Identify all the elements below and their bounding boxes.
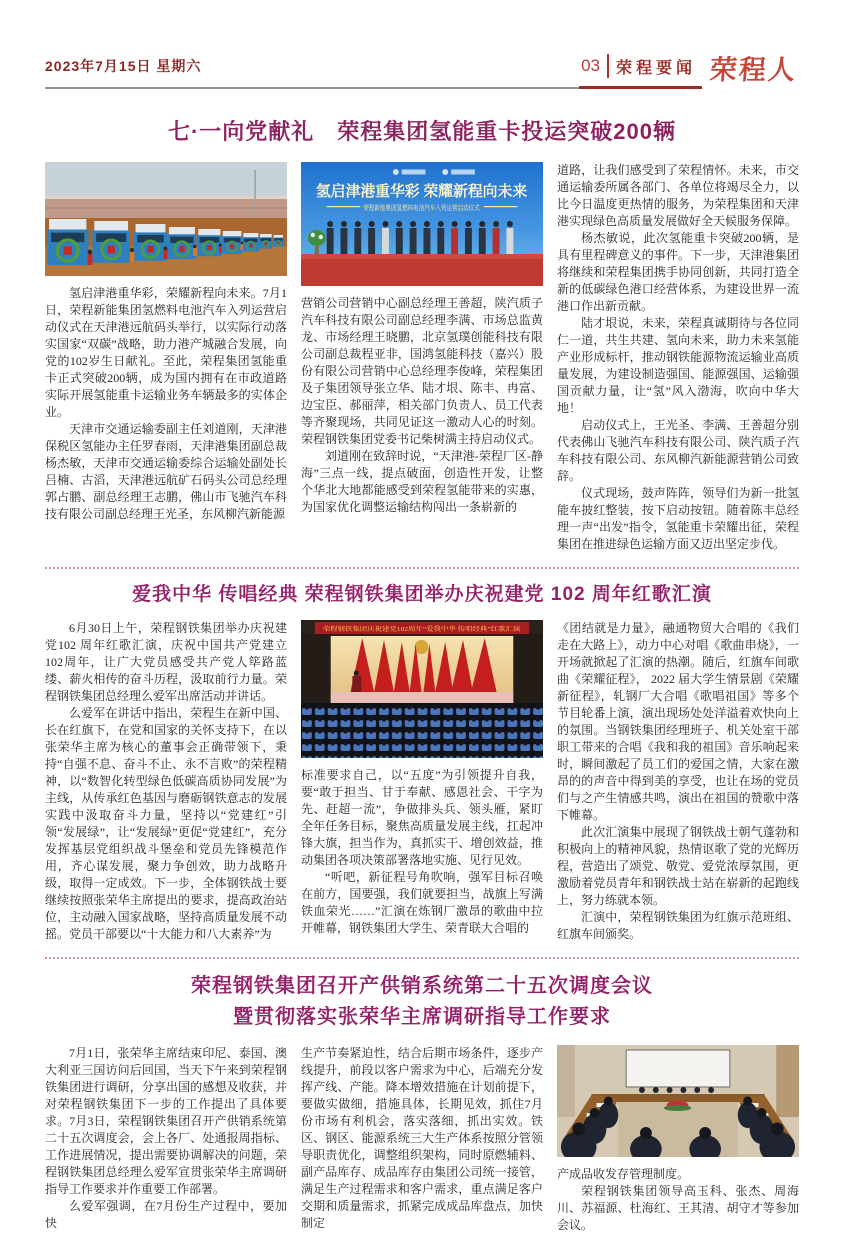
article3-title-line1: 荣程钢铁集团召开产供销系统第二十五次调度会议 [191,975,653,997]
article1-col2 [301,162,543,553]
article-paragraph: 7月1日，张荣华主席结束印尼、泰国、澳大利亚三国访问后回国，当天下午来到荣程钢铁集团进行调研，分享出国的感想及收获，并对荣程钢铁集团下一步的工作提出了具体要求。7月3日，荣程钢铁集团召开产供销系统第二十五次调度会，会上各厂、处通报周指标、工作进展情况，提出需要协调解决的问题，荣程钢铁集团总经理么爱军宣贯张荣华主席调研指导工作要求并作重要工作部署。 [45,1046,287,1196]
newspaper-page [0,48,844,1234]
article2-col2 [301,620,543,943]
article-paragraph: 启动仪式上，王光圣、李满、王善超分别代表佛山飞驰汽车科技有限公司、陕汽质子汽车科技有限公司、东风柳汽新能源营销公司致辞。 [557,418,799,483]
article2-body [45,620,799,943]
article3-col3 [557,1045,799,1234]
article-paragraph: 陆才垠说，未来，荣程真诚期待与各位同仁一道，共生共建、氢向未来，助力未来氢能产业形成标杆，推动钢铁能源物流运输业高质量发展，为建设制造强国、能源强国、运输强国贡献力量，让“氢”风入渤海，吹向中华大地！ [557,316,799,415]
article-paragraph: 么爱军在讲话中指出，荣程生在新中国、长在红旗下，在党和国家的关怀支持下，在以张荣华主席为核心的董事会正确带领下，秉持“自强不息、奋斗不止、永不言败”的荣程精神，以“数智化转型绿色低碳高质协同发展”为主线，从传承红色基因与磨砺钢铁意志的发展实践中汲取奋斗力量，坚持以“党建红”引领“发展绿”，让“发展绿”更促“党建红”，充分发挥基层党组织战斗堡垒和党员先锋模范作用，齐心谋发展，聚力争创效，助力战略升级，取得一定成效。下一步，全体钢铁战士要继续按照张荣华主席提出的要求，提高政治站位，主动融入国家战略，坚持高质量发展不动摇。党员干部要以“十大能力和八大素养”为 [45,706,287,941]
article-paragraph: 杨杰敏说，此次氢能重卡突破200辆，是具有里程碑意义的事件。下一步，天津港集团将继续和荣程集团携手协同创新，共同打造全新的低碳绿色港口经营体系，为建设世界一流港口作出新贡献。 [557,231,799,313]
article2-photo-gala [301,620,543,758]
article2-col3 [557,620,799,943]
page-number: 03 [581,56,600,75]
photo-banner-subtext: 荣程新能集团氢燃料电池汽车入列运营启动仪式 [363,203,509,213]
section-title: 荣程要闻 [615,59,696,77]
article-paragraph: 6月30日上午，荣程钢铁集团举办庆祝建党102 周年红歌汇演，庆祝中国共产党建立102周年，让广大党员感受共产党人筚路蓝缕、薪火相传的奋斗历程，汲取前行力量。荣程钢铁集团总经理么爱军出席活动并讲话。 [45,621,287,703]
header-right [702,48,799,89]
article3-body [45,1045,799,1234]
article3-photo-meeting [557,1045,799,1157]
article2-title: 爱我中华 传唱经典 荣程钢铁集团举办庆祝建党 102 周年红歌汇演 [132,584,712,605]
masthead-logo: 荣程人 [708,55,799,86]
header-left [45,56,579,89]
article1-col3 [557,162,799,553]
header-section-block [579,54,702,89]
article2-col1 [45,620,287,943]
header-divider-bar [607,54,609,78]
article1-body [45,162,799,553]
article1-title: 七·一向党献礼 荣程集团氢能重卡投运突破200辆 [167,119,677,144]
article3-col1 [45,1045,287,1234]
article3-title [45,971,799,1033]
article1-photo-trucks [45,162,287,276]
article-paragraph: 道路，让我们感受到了荣程情怀。未来，市交通运输委所属各部门、各单位将竭尽全力，以比今日温度更热情的服务，为荣程集团和天津港实现绿色高质量发展做好全天候服务保障。 [557,163,799,228]
article-paragraph: 天津市交通运输委副主任刘道刚，天津港保税区氢能办主任罗春雨，天津港集团副总裁杨杰敏，天津市交通运输委综合运输处副处长吕楠、古滔，天津港远航矿石码头公司总经理郭占鹏、副总经理王志鹏，佛山市飞驰汽车科技有限公司副总经理王光圣，东风柳汽新能源 [45,422,287,521]
page-header [45,48,799,89]
article-paragraph: 营销公司营销中心副总经理王善超，陕汽质子汽车科技有限公司副总经理李满、市场总监黄龙、市场经理王晓鹏，北京氢璞创能科技有限公司副总裁程亚非，国鸿氢能科技（嘉兴）股份有限公司营销中心总经理李俊峰，荣程集团及子集团领导张立华、陆才垠、陈丰、冉富、边宝臣、郝丽萍，相关部门负责人、员工代表等齐聚现场，共同见证这一激动人心的时刻。荣程钢铁集团党委书记柴树满主持启动仪式。 [301,296,543,446]
article-paragraph: 汇演中，荣程钢铁集团为红旗示范班组、红旗车间颁奖。 [557,910,799,941]
article-divider [45,957,799,959]
article-paragraph: 此次汇演集中展现了钢铁战士朝气蓬勃和积极向上的精神风貌，热情讴歌了党的光辉历程，营造出了颂党、敬党、爱党浓厚氛围，更激励着党员青年和钢铁战士站在崭新的起跑线上，努力练就本领。 [557,825,799,907]
article-paragraph: 仪式现场，鼓声阵阵，领导们为新一批氢能车披红整装，按下启动按钮。随着陈丰总经理一声“出发”指令，氢能重卡荣耀出征，荣程集团在推进绿色运输方面又迈出坚定步伐。 [557,486,799,551]
article-paragraph: 《团结就是力量》，融通物贸大合唱的《我们走在大路上》，动力中心对唱《歌曲串烧》，一开场就掀起了汇演的热潮。随后，红旗车间歌曲《荣耀征程》， 2022 届大学生情景剧《荣耀新征程》，轧钢厂大合唱《歌唱祖国》等多个节目轮番上演，演出现场处处洋溢着欢快向上的氛围。当钢铁集团经理班子、机关处室干部职工带来的合唱《我和我的祖国》音乐响起来时，瞬间激起了员工们的爱国之情，大家在激昂的的声音中得到美的享受，也让在场的党员们与之产生情感共鸣，演出在祖国的赞歌中落下帷幕。 [557,621,799,822]
page-date: 2023年7月15日 星期六 [45,58,202,74]
article-paragraph: 生产节奏紧迫性，结合后期市场条件，逐步产线提升，前段以客户需求为中心，后端充分发挥产线、产能。降本增效措施在计划前提下，要做实做细，措施具体，长期见效，抓住7月份市场有利机会，落实落细，抓出实效。铁区、钢区、能源系统三大生产体系按照分管领导职责优化，调整组织架构，同时原燃辅料、副产品库存、成品库存由集团公司统一接管，满足生产过程需求和客户需求，重点满足客户交期和质量需求，抓紧完成成品库盘点，加快制定 [301,1046,543,1230]
article3-col2 [301,1045,543,1234]
article-paragraph: 么爱军强调，在7月份生产过程中，要加快 [45,1199,287,1230]
article-paragraph: 氢启津港重华彩，荣耀新程向未来。7月1日，荣程新能集团氢燃料电池汽车入列运营启动仪式在天津港远航码头举行，以实际行动落实国家“双碳”战略，助力港产城融合发展，向党的102岁生日献礼。至此，荣程集团氢能重卡正式突破200辆，成为国内拥有在市政道路实际开展氢能重卡运输业务车辆最多的实体企业。 [45,286,287,419]
photo-banner-text: 氢启津港重华彩 荣耀新程向未来 [315,183,527,201]
article-paragraph: 产成品收发存管理制度。 [557,1167,690,1181]
article1-col1 [45,162,287,553]
article-paragraph: 刘道刚在致辞时说，“天津港-荣程厂区-静海”三点一线，提点破面，创造性开发，让整个华北大地都能感受到荣程氢能带来的实惠，为国家优化调整运输结构闯出一条崭新的 [301,449,543,514]
article-paragraph: 荣程钢铁集团领导高玉科、张杰、周海川、苏福源、杜海红、王其清、胡守才等参加会议。 [557,1184,799,1232]
article-divider [45,567,799,569]
gala-banner-text: 荣程钢铁集团庆祝建党102周年“爱我中华 传唱经典”红歌汇演 [322,626,481,634]
article-paragraph: 标准要求自己，以“五度”为引领提升自我，要“敢于担当、甘于奉献、感恩社会、干字为先、赶超一流”，争做排头兵、领头雁，紧盯全年任务目标，聚焦高质量发展主线，扛起冲锋大旗，担当作为，真抓实干、增创效益，推动集团各项决策部署落地实施、见行见效。 [301,768,543,867]
article3-title-line2: 暨贯彻落实张荣华主席调研指导工作要求 [233,1006,611,1028]
article-paragraph: “听吧，新征程号角吹响，强军目标召唤在前方，国要强，我们就要担当，战旗上写满铁血荣光……”汇演在炼钢厂激昂的歌曲中拉开帷幕，钢铁集团大学生、荣青联大合唱的 [301,870,543,935]
article1-photo-ceremony [301,162,543,286]
